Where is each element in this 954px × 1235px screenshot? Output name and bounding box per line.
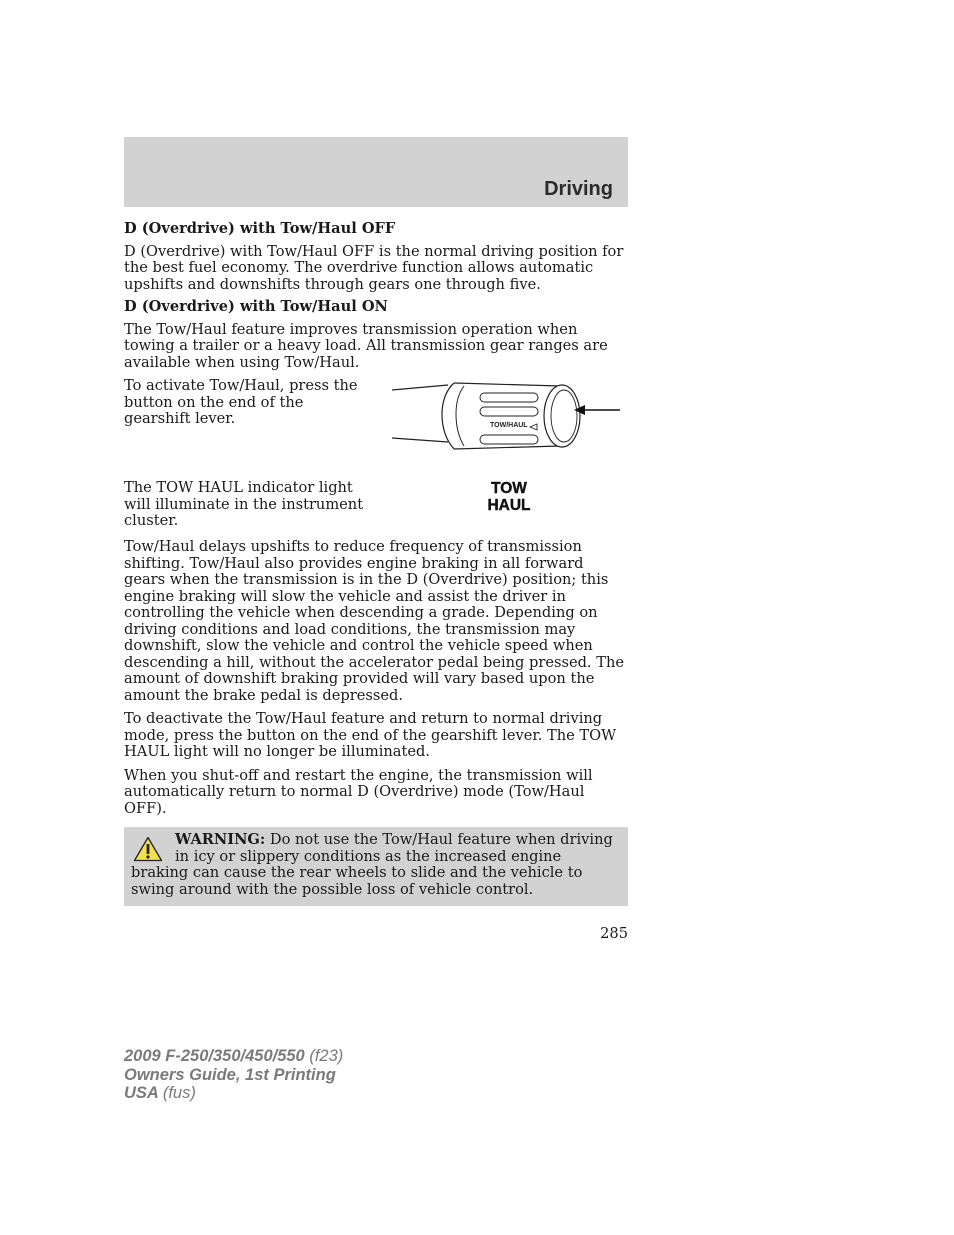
deactivate-paragraph: To deactivate the Tow/Haul feature and return to normal driving mode, press the button on the end of the gearshift lever. The TOW HAUL light will no longer be illuminated. bbox=[124, 710, 617, 760]
indicator-paragraph: The TOW HAUL indicator light will illuminate in the instrument cluster. bbox=[124, 479, 364, 529]
warning-text bbox=[131, 832, 621, 898]
document-footer bbox=[124, 1047, 343, 1103]
indicator-line-2: HAUL bbox=[487, 497, 531, 514]
warning-label: WARNING: bbox=[175, 831, 266, 848]
warning-body: Do not use the Tow/Haul feature when driving in icy or slippery conditions as the increased engine braking can cause the rear wheels to slide and the vehicle to swing around with the possible loss of vehicle control. bbox=[131, 831, 613, 898]
button-triangle-icon bbox=[530, 424, 537, 430]
overdrive-on-paragraph: The Tow/Haul feature improves transmission operation when towing a trailer or a heavy load. All transmission gear ranges are available when using Tow/Haul. bbox=[124, 320, 608, 371]
restart-paragraph: When you shut-off and restart the engine, the transmission will automatically return to normal D (Overdrive) mode (Tow/Haul OFF). bbox=[124, 766, 593, 817]
overdrive-off-paragraph: D (Overdrive) with Tow/Haul OFF is the normal driving position for the best fuel economy. The overdrive function allows automatic upshifts and downshifts through gears one through five. bbox=[124, 242, 624, 293]
section-title: Driving bbox=[544, 178, 613, 200]
indicator-line-1: TOW bbox=[491, 480, 527, 497]
indicator-row bbox=[124, 480, 628, 532]
activate-row bbox=[124, 378, 628, 474]
delay-paragraph: Tow/Haul delays upshifts to reduce frequency of transmission shifting. Tow/Haul also provides engine braking in all forward gears when the transmission is in the D (Overdrive) position; this engine braking will slow the vehicle and assist the driver in controlling the vehicle when descending a grade. Depending on driving conditions and load conditions, the transmission may downshift, slow the vehicle and control the vehicle speed when descending a hill, without the accelerator pedal being pressed. The amount of downshift braking provided will vary based upon the amount the brake pedal is depressed. bbox=[124, 538, 624, 704]
warning-triangle-icon bbox=[133, 836, 163, 862]
page-content bbox=[124, 221, 628, 906]
page-number: 285 bbox=[600, 925, 628, 942]
footer-line-1: 2009 F-250/350/450/550 (f23) bbox=[124, 1047, 344, 1065]
overdrive-off-heading: D (Overdrive) with Tow/Haul OFF bbox=[124, 220, 396, 237]
warning-box bbox=[124, 827, 628, 906]
footer-line-2: Owners Guide, 1st Printing bbox=[124, 1065, 336, 1084]
footer-line-3: USA (fus) bbox=[124, 1084, 196, 1102]
tow-haul-indicator-icon bbox=[486, 480, 532, 514]
section-header-band bbox=[124, 137, 628, 207]
gearshift-lever-illustration bbox=[392, 380, 628, 452]
activate-paragraph: To activate Tow/Haul, press the button on the end of the gearshift lever. bbox=[124, 377, 358, 427]
overdrive-on-heading: D (Overdrive) with Tow/Haul ON bbox=[124, 298, 388, 315]
lever-button-label: TOW/HAUL bbox=[490, 422, 528, 429]
